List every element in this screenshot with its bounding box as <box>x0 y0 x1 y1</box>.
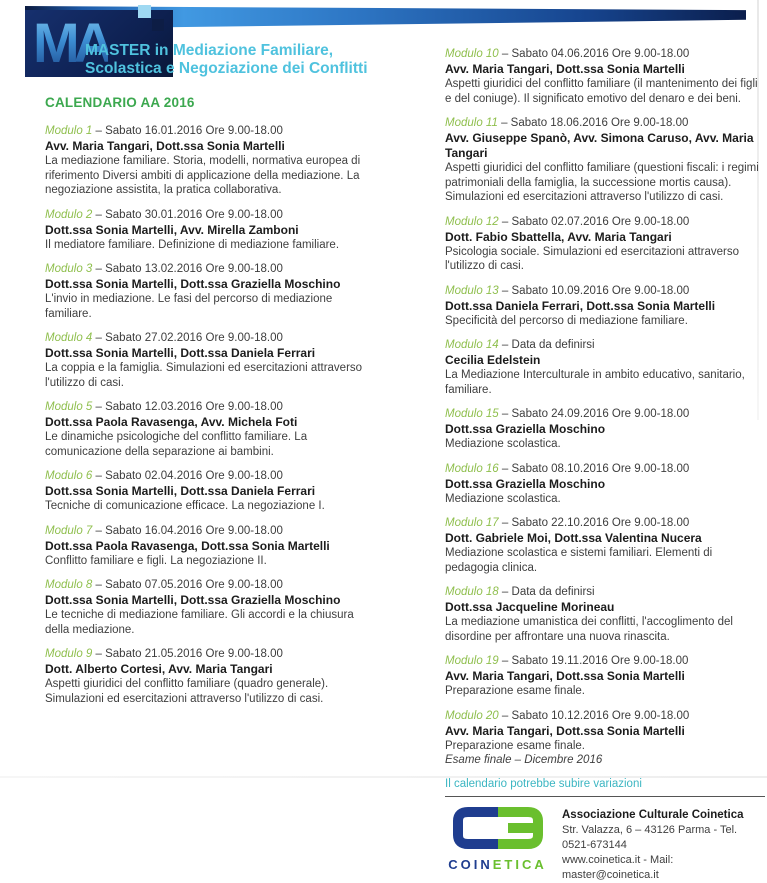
module-description: La coppia e la famiglia. Simulazioni ed esercitazioni attraverso l'utilizzo di casi. <box>45 362 363 389</box>
module-header <box>45 647 365 662</box>
module-date: – Sabato 19.11.2016 Ore 9.00-18.00 <box>501 655 689 667</box>
module-description: Specificità del percorso di mediazione familiare. <box>445 314 688 327</box>
module-entry <box>45 578 365 637</box>
module-teachers: Dott.ssa Paola Ravasenga, Avv. Michela Foti <box>45 415 298 429</box>
variation-note: Il calendario potrebbe subire variazioni <box>445 777 642 790</box>
module-entry <box>45 400 365 459</box>
module-description: Psicologia sociale. Simulazioni ed esercitazioni attraverso l'utilizzo di casi. <box>445 245 740 272</box>
ma-logo-text: MA <box>33 11 109 74</box>
module-date: – Sabato 04.06.2016 Ore 9.00-18.00 <box>501 48 690 60</box>
module-description: Preparazione esame finale. <box>445 739 585 752</box>
module-teachers: Dott.ssa Sonia Martelli, Dott.ssa Daniela Ferrari <box>45 484 316 498</box>
coinetica-wordmark: COINETICA <box>448 856 547 872</box>
module-date: – Sabato 18.06.2016 Ore 9.00-18.00 <box>501 117 689 129</box>
module-header <box>445 47 765 62</box>
module-label: Modulo 5 <box>45 401 93 413</box>
module-date: – Sabato 07.05.2016 Ore 9.00-18.00 <box>95 579 283 591</box>
module-header <box>45 208 365 223</box>
module-label: Modulo 20 <box>445 709 499 722</box>
module-entry <box>445 654 765 699</box>
module-entry <box>45 208 365 253</box>
module-description: Le tecniche di mediazione familiare. Gli accordi e la chiusura della mediazione. <box>45 609 354 636</box>
coinetica-logo-icon <box>452 805 544 851</box>
module-entry <box>445 516 765 575</box>
module-label: Modulo 18 <box>445 586 499 598</box>
module-entry <box>445 407 765 452</box>
module-date: – Sabato 16.04.2016 Ore 9.00-18.00 <box>95 524 283 537</box>
module-label: Modulo 7 <box>45 524 93 537</box>
modules-list-right <box>445 47 765 768</box>
module-header <box>45 578 365 593</box>
module-description: Conflitto familiare e figli. La negoziazione II. <box>45 554 267 567</box>
module-header <box>445 585 765 600</box>
footer-web-email[interactable]: www.coinetica.it - Mail: master@coinetica.it <box>562 853 674 881</box>
module-description: Aspetti giuridici del conflitto familiare (quadro generale). Simulazioni ed esercitazioni attraverso l'utilizzo di casi. <box>45 678 329 705</box>
footer-organization: Associazione Culturale Coinetica <box>562 808 744 821</box>
module-exam-note: Esame finale – Dicembre 2016 <box>445 754 603 766</box>
module-description: L'invio in mediazione. Le fasi del percorso di mediazione familiare. <box>45 293 333 320</box>
module-date: – Sabato 02.04.2016 Ore 9.00-18.00 <box>95 470 283 482</box>
module-description: Mediazione scolastica. <box>445 438 561 450</box>
module-teachers: Dott. Gabriele Moi, Dott.ssa Valentina Nucera <box>445 531 702 545</box>
module-entry <box>45 524 365 569</box>
module-label: Modulo 11 <box>445 117 498 129</box>
module-entry <box>45 124 365 198</box>
module-header <box>445 284 765 299</box>
module-date: – Sabato 02.07.2016 Ore 9.00-18.00 <box>501 215 690 228</box>
module-header <box>45 331 365 346</box>
footer-contact <box>562 805 765 883</box>
module-teachers: Avv. Maria Tangari, Dott.ssa Sonia Martelli <box>445 723 685 738</box>
module-entry <box>45 647 365 706</box>
module-label: Modulo 15 <box>445 408 499 420</box>
module-teachers: Avv. Maria Tangari, Dott.ssa Sonia Martelli <box>45 139 285 153</box>
module-label: Modulo 2 <box>45 208 93 221</box>
module-teachers: Dott.ssa Graziella Moschino <box>445 422 606 436</box>
module-header <box>45 262 365 277</box>
module-entry <box>445 284 765 329</box>
coinetica-logo <box>445 805 550 872</box>
module-teachers: Dott.ssa Sonia Martelli, Avv. Mirella Zamboni <box>45 222 299 237</box>
module-date: – Sabato 24.09.2016 Ore 9.00-18.00 <box>501 408 690 420</box>
module-description: Aspetti giuridici del conflitto familiare (il mantenimento dei figli e del coniuge). Il significato emotivo del denaro e dei beni. <box>445 78 758 105</box>
module-label: Modulo 3 <box>45 263 93 275</box>
module-entry <box>445 116 765 205</box>
module-header <box>445 462 765 477</box>
module-teachers: Cecilia Edelstein <box>445 353 541 367</box>
module-description: Preparazione esame finale. <box>445 685 585 697</box>
module-label: Modulo 13 <box>445 284 499 297</box>
module-header <box>445 338 765 353</box>
module-header <box>45 469 365 484</box>
module-header <box>445 215 765 230</box>
module-date: – Sabato 16.01.2016 Ore 9.00-18.00 <box>95 125 283 137</box>
calendar-column-left <box>45 0 365 716</box>
module-teachers: Dott.ssa Jacqueline Morineau <box>445 600 615 614</box>
module-entry <box>445 47 765 106</box>
module-description: Aspetti giuridici del conflitto familiare (questioni fiscali: i regimi patrimoniali della famiglia, la successione mortis causa). Simulazioni ed esercitazioni attraverso l'utilizzo di casi. <box>445 162 759 203</box>
module-label: Modulo 14 <box>445 339 499 351</box>
module-date: – Data da definirsi <box>501 586 595 598</box>
module-description: Le dinamiche psicologiche del conflitto familiare. La comunicazione della separazione ai bambini. <box>45 431 308 458</box>
module-date: – Data da definirsi <box>501 339 595 351</box>
module-teachers: Avv. Maria Tangari, Dott.ssa Sonia Martelli <box>445 669 685 683</box>
module-entry <box>45 262 365 321</box>
module-entry <box>445 462 765 507</box>
module-label: Modulo 4 <box>45 332 93 344</box>
module-date: – Sabato 12.03.2016 Ore 9.00-18.00 <box>95 401 283 413</box>
module-header <box>445 516 765 531</box>
module-date: – Sabato 13.02.2016 Ore 9.00-18.00 <box>95 263 283 275</box>
footer-divider <box>445 796 765 797</box>
module-date: – Sabato 30.01.2016 Ore 9.00-18.00 <box>95 208 283 221</box>
module-header <box>445 709 765 724</box>
module-label: Modulo 8 <box>45 579 93 591</box>
module-teachers: Dott.ssa Sonia Martelli, Dott.ssa Daniela Ferrari <box>45 346 316 360</box>
module-header <box>45 524 365 539</box>
module-label: Modulo 12 <box>445 215 499 228</box>
module-entry <box>45 331 365 390</box>
module-entry <box>445 585 765 644</box>
module-date: – Sabato 10.09.2016 Ore 9.00-18.00 <box>501 284 690 297</box>
module-date: – Sabato 21.05.2016 Ore 9.00-18.00 <box>95 648 283 660</box>
module-date: – Sabato 10.12.2016 Ore 9.00-18.00 <box>501 709 690 722</box>
module-header <box>445 654 765 669</box>
modules-list-left <box>45 124 365 706</box>
module-label: Modulo 19 <box>445 655 499 667</box>
module-header <box>45 400 365 415</box>
module-label: Modulo 10 <box>445 48 499 60</box>
module-description: Mediazione scolastica. <box>445 492 561 505</box>
module-label: Modulo 6 <box>45 470 93 482</box>
module-teachers: Dott.ssa Paola Ravasenga, Dott.ssa Sonia Martelli <box>45 538 330 553</box>
calendar-column-right <box>445 0 765 883</box>
module-label: Modulo 16 <box>445 462 499 475</box>
module-description: Tecniche di comunicazione efficace. La negoziazione I. <box>45 500 325 512</box>
module-description: La mediazione familiare. Storia, modelli, normativa europea di riferimento Diversi ambiti di applicazione della mediazione. La negoziazione assistita, la pratica collaborativa. <box>45 155 361 196</box>
module-date: – Sabato 22.10.2016 Ore 9.00-18.00 <box>501 517 690 529</box>
module-header <box>45 124 365 139</box>
module-date: – Sabato 27.02.2016 Ore 9.00-18.00 <box>95 332 283 344</box>
module-teachers: Dott.ssa Graziella Moschino <box>445 476 606 491</box>
module-label: Modulo 17 <box>445 517 499 529</box>
module-teachers: Dott. Alberto Cortesi, Avv. Maria Tangari <box>45 662 273 676</box>
module-teachers: Dott. Fabio Sbattella, Avv. Maria Tangari <box>445 229 672 244</box>
module-teachers: Dott.ssa Sonia Martelli, Dott.ssa Graziella Moschino <box>45 593 341 607</box>
page-title-line2: Scolastica e Negoziazione dei Conflitti <box>85 60 368 77</box>
page-title-line1: MASTER in Mediazione Familiare, <box>85 42 334 59</box>
module-teachers: Avv. Giuseppe Spanò, Avv. Simona Caruso, Avv. Maria Tangari <box>445 131 754 160</box>
footer <box>445 805 765 883</box>
module-description: Il mediatore familiare. Definizione di mediazione familiare. <box>45 238 340 251</box>
footer-address: Str. Valazza, 6 – 43126 Parma - Tel. 0521-673144 <box>562 823 738 851</box>
module-header <box>445 116 765 131</box>
module-header <box>445 407 765 422</box>
module-description: La mediazione umanistica dei conflitti, l'accoglimento del disordine per affrontare una nuova rinascita. <box>445 616 733 643</box>
module-teachers: Dott.ssa Daniela Ferrari, Dott.ssa Sonia Martelli <box>445 298 716 313</box>
module-label: Modulo 9 <box>45 648 93 660</box>
module-entry <box>445 709 765 768</box>
calendar-title: CALENDARIO AA 2016 <box>45 95 195 110</box>
module-description: La Mediazione Interculturale in ambito educativo, sanitario, familiare. <box>445 369 745 396</box>
module-entry <box>45 469 365 514</box>
module-entry <box>445 215 765 274</box>
module-label: Modulo 1 <box>45 125 93 137</box>
module-entry <box>445 338 765 397</box>
module-teachers: Avv. Maria Tangari, Dott.ssa Sonia Martelli <box>445 62 685 76</box>
module-teachers: Dott.ssa Sonia Martelli, Dott.ssa Graziella Moschino <box>45 277 341 291</box>
module-description: Mediazione scolastica e sistemi familiari. Elementi di pedagogia clinica. <box>445 547 713 574</box>
module-date: – Sabato 08.10.2016 Ore 9.00-18.00 <box>501 462 690 475</box>
